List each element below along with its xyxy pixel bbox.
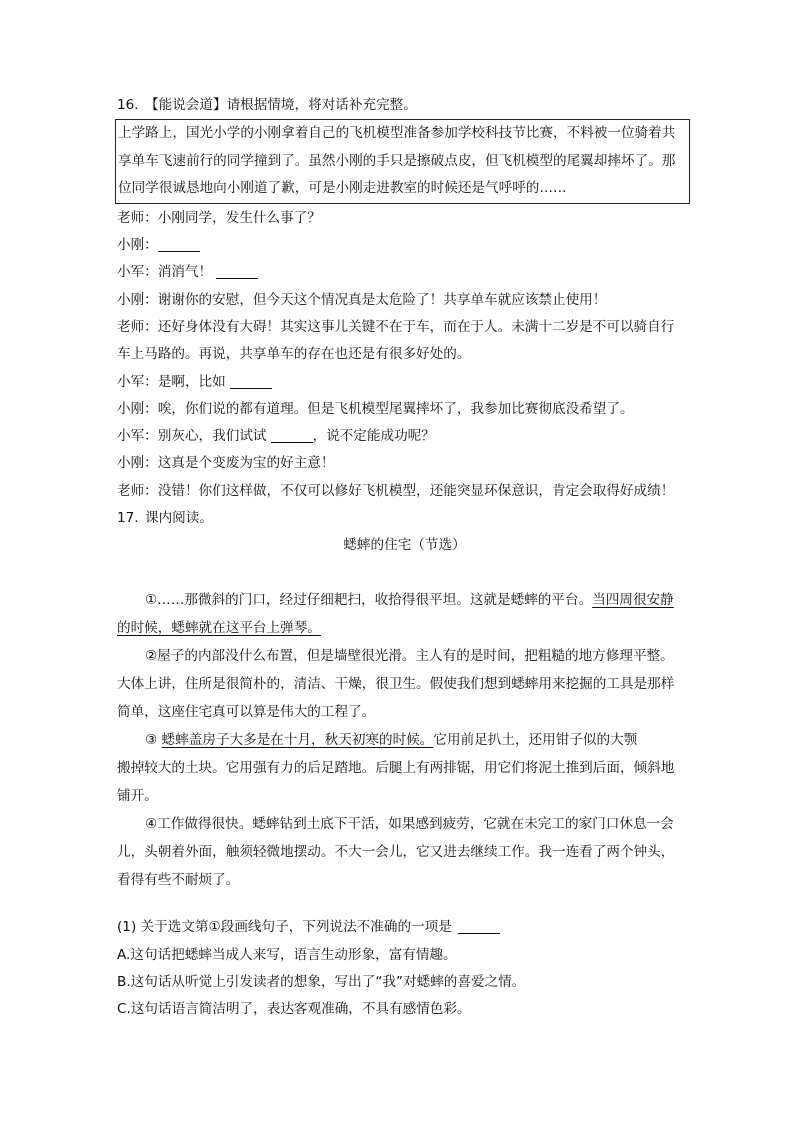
dialogue-xiaojun-1 [117,259,692,286]
dialogue-xiaogang-2: 小刚：谢谢你的安慰，但今天这个情况真是太危险了！共享单车就应该禁止使用！ [117,291,607,308]
para1-text: ①……那微斜的门口，经过仔细耙扫，收拾得很平坦。这就是蟋蟀的平台。 [145,592,593,609]
paragraph-1 [117,586,692,642]
q17-number: 17. [117,510,139,527]
dialogue-teacher-2a: 老师：还好身体没有大碍！其实这事儿关键不在于车，而在于人。未满十二岁是不可以骑自行 [117,318,675,335]
dialogue-xiaojun-2 [117,369,692,396]
dialogue-teacher-2b: 车上马路的。再说，共享单车的存在也还是有很多好处的。 [117,346,471,363]
underlined-sentence: 当四周很安静 [592,592,674,609]
q16-context-line: 上学路上，国光小学的小刚拿着自己的飞机模型准备参加学校科技节比赛，不料被一位骑着共 [118,125,676,142]
underlined-sentence-cont: 的时候，蟋蟀就在这平台上弹琴。 [117,620,321,637]
option-c[interactable]: C.这句话语言简洁明了，表达客观准确，不具有感情色彩。 [117,1001,471,1018]
option-b[interactable]: B.这句话从听觉上引发读者的想象，写出了“我”对蟋蟀的喜爱之情。 [117,973,526,990]
passage-title: 蟋蟀的住宅（节选） [343,537,466,554]
answer-blank-4[interactable] [271,427,313,443]
para3-number: ③ [145,732,158,749]
para4-line: 看得有些不耐烦了。 [117,872,240,889]
para4-line: ④工作做得很快。蟋蟀钻到土底下干活，如果感到疲劳，它就在未完工的家门口休息一会 [145,816,674,833]
para2-line: ②屋子的内部没什么布置，但是墙壁很光滑。主人有的是时间，把粗糙的地方修理平整。 [145,648,674,665]
q17-heading [117,505,692,532]
q16-context-line: 享单车飞速前行的同学撞到了。虽然小刚的手只是擦破点皮，但飞机模型的尾翼却摔坏了。那 [118,152,676,169]
q16-context-line: 位同学很诚恳地向小刚道了歉，可是小刚走进教室的时候还是气呼呼的…… [118,180,567,197]
q16-context-box [115,119,690,204]
q17-instruction: 课内阅读。 [145,510,213,527]
spacer [117,894,692,914]
paragraph-3 [117,726,692,810]
dialogue-teacher-3: 老师：没错！你们这样做，不仅可以修好飞机模型，还能突显环保意识，肯定会取得好成绩！ [117,482,675,499]
dialogue-text: 小军：消消气！ [117,264,213,281]
para4-line: 儿，头朝着外面，触须轻微地摆动。不大一会儿，它又进去继续工作。我一连看了两个钟头， [117,844,675,861]
para2-line: 简单，这座住宅真可以算是伟大的工程了。 [117,704,376,721]
paragraph-2 [117,642,692,726]
para2-line: 大体上讲，住所是很简朴的，清洁、干燥，很卫生。假使我们想到蟋蟀用来挖掘的工具是那样 [117,676,675,693]
dialogue-text: 小军：别灰心，我们试试 [117,428,267,445]
dialogue-xiaojun-3 [117,423,692,450]
answer-blank-3[interactable] [230,373,272,389]
subquestion-text: (1) 关于选文第①段画线句子，下列说法不准确的一项是 [117,919,452,936]
para3-underlined: 蟋蟀盖房子大多是在十月，秋天初寒的时候。 [161,732,434,749]
dialogue-xiaogang-4: 小刚：这真是个变废为宝的好主意！ [117,455,335,472]
dialogue-xiaogang-1 [117,232,692,259]
paragraph-4 [117,810,692,894]
q16-number: 16. [117,97,139,113]
para3-line: 搬掉较大的土块。它用强有力的后足踏地。后腿上有两排锯，用它们将泥土推到后面，倾斜地 [117,760,675,777]
dialogue-text: ，说不定能成功呢？ [312,428,435,445]
dialogue-text: 小刚： [117,237,158,254]
q16-tag: 【能说会道】 [145,97,227,113]
q16-instruction: 请根据情境，将对话补充完整。 [226,97,417,113]
answer-blank-1[interactable] [158,236,200,252]
para3-text: 它用前足扒土，还用钳子似的大颚 [433,732,638,749]
dialogue-teacher-1: 老师：小刚同学，发生什么事了？ [117,209,321,226]
para3-line: 铺开。 [117,788,158,805]
spacer [117,559,692,586]
q16-heading [117,92,692,119]
dialogue-text: 小军：是啊，比如 [117,373,226,390]
exam-page [117,92,692,1024]
answer-blank-2[interactable] [216,263,258,279]
answer-blank-5[interactable] [458,918,500,934]
dialogue-xiaogang-3: 小刚：唉，你们说的都有道理。但是飞机模型尾翼摔坏了，我参加比赛彻底没希望了。 [117,400,634,417]
option-a[interactable]: A.这句话把蟋蟀当成人来写，语言生动形象，富有情趣。 [117,946,457,963]
subquestion-1-stem [117,914,692,941]
